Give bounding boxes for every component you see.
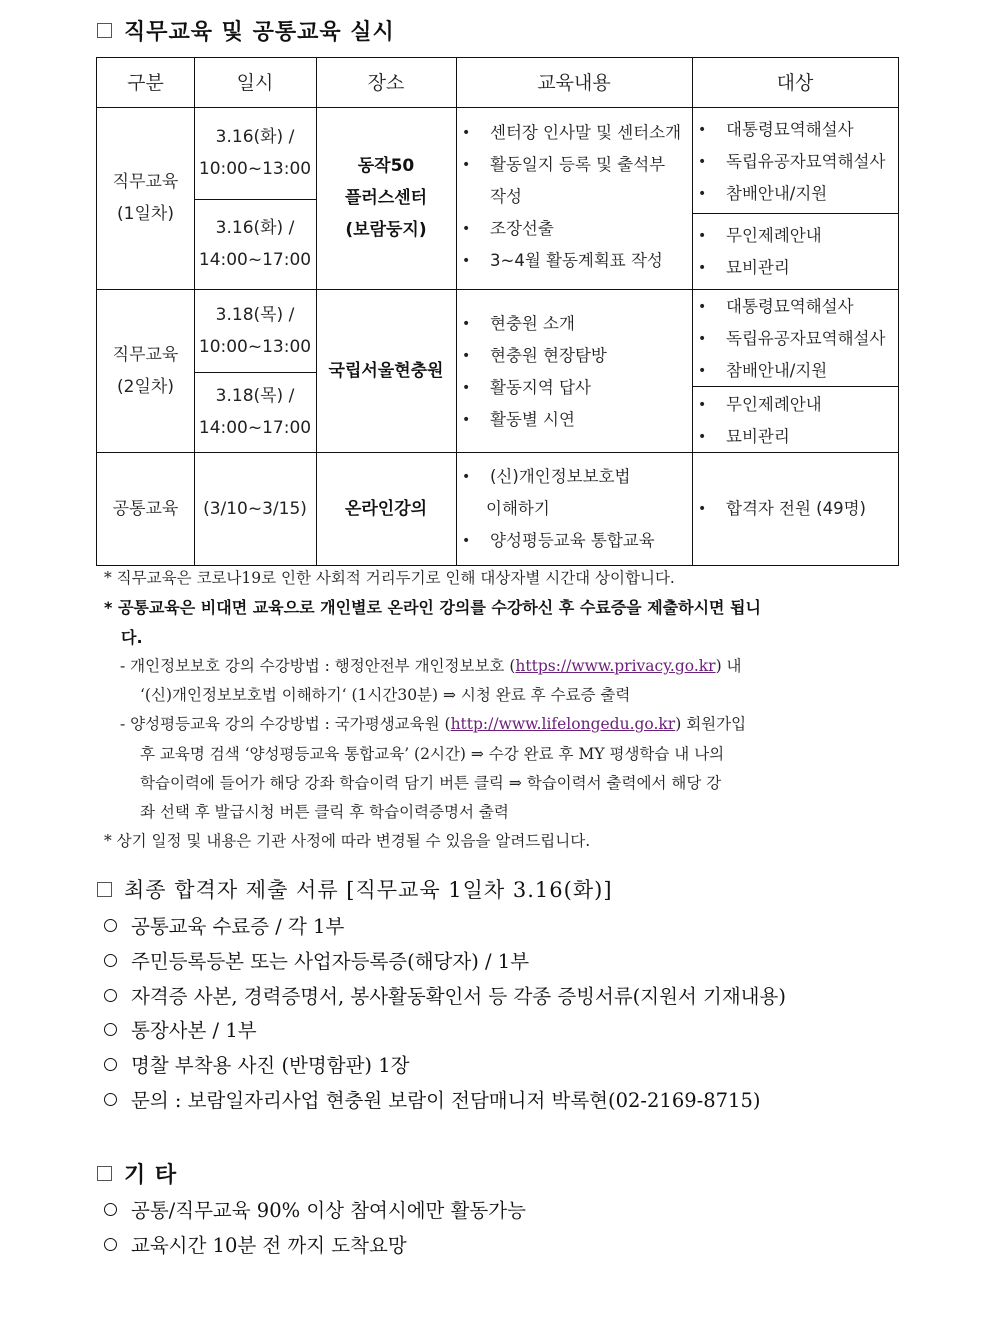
row1-content-list: • 센터장 인사말 및 센터소개 • 활동일지 등록 및 출석부 작성 • 조장선출 • 3~4월 활동계획표 작성 [456, 117, 692, 277]
row2-place: 국립서울현충원 [328, 360, 444, 381]
row2-time-afternoon: 3.18(목) / 14:00~17:00 [198, 386, 312, 438]
bullet-icon: • [698, 363, 707, 379]
document-item: 주민등록등본 또는 사업자등록증(해당자) / 1부 [104, 946, 529, 974]
circle-bullet-icon [104, 954, 117, 967]
header-datetime: 일시 [236, 71, 274, 94]
gender-course-detail-1: 후 교육명 검색 ‘양성평등교육 통합교육’ (2시간) ⇒ 수강 완료 후 MY 평생학습 내 나의 [140, 745, 725, 763]
bullet-icon: • [462, 469, 471, 485]
section-title-other: 기 타 [97, 1158, 177, 1189]
note-common-online-line2: 다. [121, 628, 143, 647]
section-title-documents: 최종 합격자 제출 서류 [직무교육 1일차 3.16(화)] [97, 874, 613, 904]
bullet-icon: • [462, 157, 471, 173]
list-item: • 무인제례안내 [692, 389, 898, 421]
checkbox-square-icon [97, 23, 112, 38]
bullet-icon: • [698, 260, 707, 276]
contact-item: 문의 : 보람일자리사업 현충원 보람이 전담매니저 박록현(02-2169-8715) [104, 1085, 760, 1113]
header-content: 교육내용 [537, 71, 611, 94]
bullet-icon: • [462, 380, 471, 396]
bullet-icon: • [698, 228, 707, 244]
bullet-icon: • [698, 154, 707, 170]
list-item: • 묘비관리 [692, 421, 898, 453]
list-item: • 독립유공자묘역해설사 [692, 323, 898, 355]
bullet-icon: • [698, 501, 707, 517]
list-item: • 독립유공자묘역해설사 [692, 146, 898, 178]
gender-course-detail-2: 학습이력에 들어가 해당 강좌 학습이력 담기 버튼 클릭 ⇒ 학습이력서 출력에서 해당 강 [140, 774, 722, 792]
list-item: • 3~4월 활동계획표 작성 [456, 245, 692, 277]
document-item: 공통교육 수료증 / 각 1부 [104, 911, 344, 939]
bullet-icon: • [698, 397, 707, 413]
row3-time: (3/10~3/15) [203, 498, 307, 519]
row2-content-list [456, 308, 692, 436]
bullet-icon: • [462, 221, 471, 237]
row2-target-list-a [692, 291, 898, 387]
bullet-icon: • [698, 122, 707, 138]
circle-bullet-icon [104, 919, 117, 932]
note-common-online-line1: * 공통교육은 비대면 교육으로 개인별로 온라인 강의를 수강하신 후 수료증을 제출하시면 됩니 [104, 598, 761, 617]
list-item: • 센터장 인사말 및 센터소개 [456, 117, 692, 149]
bullet-icon: • [462, 348, 471, 364]
list-item: • 대통령묘역해설사 [692, 114, 898, 146]
section-title-training: 직무교육 및 공통교육 실시 [97, 15, 395, 46]
privacy-link[interactable]: https://www.privacy.go.kr [515, 657, 716, 675]
document-item: 자격증 사본, 경력증명서, 봉사활동확인서 등 각종 증빙서류(지원서 기재내용) [104, 981, 786, 1009]
document-item: 통장사본 / 1부 [104, 1015, 257, 1043]
header-category: 구분 [127, 71, 164, 94]
lifelongedu-link[interactable]: http://www.lifelongedu.go.kr [450, 715, 676, 733]
list-item: • 활동일지 등록 및 출석부 [456, 149, 692, 181]
row3-place: 온라인강의 [344, 498, 428, 519]
bullet-icon: • [462, 125, 471, 141]
header-target: 대상 [776, 71, 814, 94]
list-item: • 조장선출 [456, 213, 692, 245]
note-schedule-differs: * 직무교육은 코로나19로 인한 사회적 거리두기로 인해 대상자별 시간대 상이합니다. [104, 569, 675, 587]
circle-bullet-icon [104, 1058, 117, 1071]
circle-bullet-icon [104, 989, 117, 1002]
document-item: 명찰 부착용 사진 (반명함판) 1장 [104, 1050, 409, 1078]
row2-category: 직무교육 (2일차) [112, 344, 179, 397]
privacy-course-method: - 개인정보보호 강의 수강방법 : 행정안전부 개인정보보호 (https://www.privacy.go.kr) 내 [120, 657, 742, 675]
list-item: • 참배안내/지원 [692, 355, 898, 387]
other-item: 교육시간 10분 전 까지 도착요망 [104, 1230, 407, 1258]
list-item: • 현충원 소개 [456, 308, 692, 340]
list-item: • 활동지역 답사 [456, 372, 692, 404]
list-item: • 합격자 전원 (49명) [692, 493, 898, 525]
bullet-icon: • [462, 253, 471, 269]
training-schedule-table [96, 57, 899, 566]
row1-time-afternoon: 3.16(화) / 14:00~17:00 [198, 218, 312, 270]
checkbox-square-icon [97, 882, 112, 897]
header-place: 장소 [367, 71, 405, 94]
circle-bullet-icon [104, 1238, 117, 1251]
list-item: • (신)개인정보보호법 [456, 461, 692, 493]
row1-category: 직무교육 (1일차) [112, 172, 179, 224]
checkbox-square-icon [97, 1166, 112, 1181]
list-item: • 활동별 시연 [456, 404, 692, 436]
bullet-icon: • [698, 331, 707, 347]
list-item: • 대통령묘역해설사 [692, 291, 898, 323]
gender-course-detail-3: 좌 선택 후 발급시청 버튼 클릭 후 학습이력증명서 출력 [140, 803, 509, 821]
bullet-icon: • [462, 316, 471, 332]
list-item: • 참배안내/지원 [692, 178, 898, 210]
note-subject-to-change: * 상기 일정 및 내용은 기관 사정에 따라 변경될 수 있음을 알려드립니다. [104, 832, 591, 850]
list-item: • 묘비관리 [692, 252, 898, 284]
privacy-course-detail: ‘(신)개인정보보호법 이해하기‘ (1시간30분) ⇒ 시청 완료 후 수료증 출력 [140, 686, 631, 704]
row2-time-morning: 3.18(목) / 10:00~13:00 [198, 304, 312, 357]
circle-bullet-icon [104, 1023, 117, 1036]
row1-place: 동작50 플러스센터 (보람둥지) [344, 156, 428, 240]
circle-bullet-icon [104, 1093, 117, 1106]
row2-target-list-b [692, 389, 898, 453]
bullet-icon: • [462, 412, 471, 428]
row1-target-list-b [692, 220, 898, 284]
list-item: • 현충원 현장탐방 [456, 340, 692, 372]
row3-category: 공통교육 [112, 498, 179, 519]
list-item: • 양성평등교육 통합교육 [456, 525, 692, 557]
list-item: • 무인제례안내 [692, 220, 898, 252]
gender-equality-course-method: - 양성평등교육 강의 수강방법 : 국가평생교육원 (http://www.lifelongedu.go.kr) 회원가입 [120, 715, 747, 733]
row1-time-morning: 3.16(화) / 10:00~13:00 [198, 127, 312, 179]
bullet-icon: • [698, 186, 707, 202]
bullet-icon: • [698, 429, 707, 445]
row1-target-list-a [692, 114, 898, 210]
bullet-icon: • [462, 533, 471, 549]
other-item: 공통/직무교육 90% 이상 참여시에만 활동가능 [104, 1195, 526, 1223]
row3-target-list [692, 493, 898, 525]
row3-content-list: • (신)개인정보보호법 이해하기 • 양성평등교육 통합교육 [456, 461, 692, 557]
circle-bullet-icon [104, 1203, 117, 1216]
bullet-icon: • [698, 299, 707, 315]
